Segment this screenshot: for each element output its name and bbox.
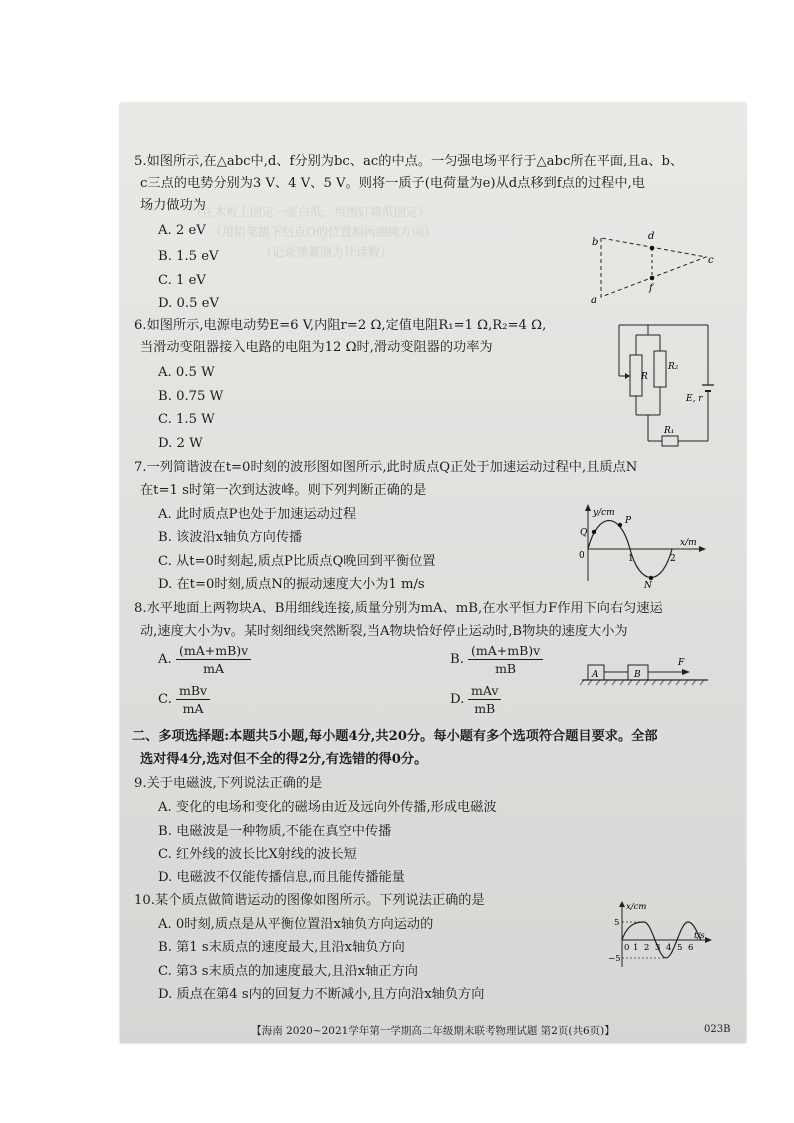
q8-stem-line1: 8.水平地面上两物块A、B用细线连接,质量分别为mA、mB,在水平恒力F作用下向右匀速运 [134, 601, 663, 616]
tick-5: 5 [677, 943, 683, 953]
slider-arrow-icon [625, 373, 630, 379]
q7-stem-line1: 7.一列简谐波在t=0时刻的波形图如图所示,此时质点Q正处于加速运动过程中,且质点N [134, 460, 638, 475]
q8-stem-line2: 动,速度大小为v。某时刻细线突然断裂,当A物块恰好停止运动时,B物块的速度大小为 [140, 624, 628, 639]
q6-circuit-figure [614, 321, 714, 449]
q10-option-d: D. 质点在第4 s内的回复力不断减小,且方向沿x轴负方向 [158, 987, 485, 1002]
q8-option-d-denominator: mB [474, 701, 496, 716]
q8-option-a-numerator: (mA+mB)v [176, 643, 251, 660]
bleed-through-text: （用铅笔描下结点O的位置和两细绳方向） [210, 225, 436, 239]
section2-heading-line2: 选对得4分,选对但不全的得2分,有选错的得0分。 [140, 752, 428, 767]
section2-heading-line1: 二、多项选择题:本题共5小题,每小题4分,共20分。每小题有多个选项符合题目要求。全部 [132, 729, 658, 744]
point-N [649, 576, 653, 580]
label-a: a [591, 295, 597, 306]
label-c: c [708, 255, 714, 266]
q8-option-a-fraction [176, 643, 251, 676]
q7-wave-graph [578, 501, 710, 591]
q8-option-d-numerator: mAv [468, 683, 501, 700]
q9-option-d: D. 电磁波不仅能传播信息,而且能传播能量 [158, 870, 405, 885]
t-axis-arrow-icon [705, 937, 712, 943]
label-R2: R₂ [668, 362, 679, 372]
q6-option-d: D. 2 W [158, 436, 203, 451]
y-axis-arrow-icon [619, 901, 625, 907]
label-d: d [648, 231, 655, 242]
t-axis-label: t/s [694, 931, 705, 941]
point-Q [592, 530, 596, 534]
q5-stem-line1: 5.如图所示,在△abc中,d、f分别为bc、ac的中点。一匀强电场平行于△abc所在平面,且a、b、 [134, 154, 684, 169]
label-P: P [625, 516, 632, 526]
q6-stem-line1: 6.如图所示,电源电动势E=6 V,内阻r=2 Ω,定值电阻R₁=1 Ω,R₂=4 Ω, [134, 318, 547, 333]
q8-option-c-label: C. [158, 692, 172, 707]
y-axis-label: x/cm [626, 902, 647, 912]
q7-option-a: A. 此时质点P也处于加速运动过程 [158, 507, 357, 522]
x-axis-arrow-icon [699, 546, 706, 552]
label-5: 5 [614, 918, 620, 928]
label-f: f [649, 283, 653, 294]
q9-option-a: A. 变化的电场和变化的磁场由近及远向外传播,形成电磁波 [158, 800, 497, 815]
q10-stem: 10.某个质点做简谐运动的图像如图所示。下列说法正确的是 [134, 893, 485, 908]
exam-page [120, 103, 746, 1043]
q6-stem-line2: 当滑动变阻器接入电路的电阻为12 Ω时,滑动变阻器的功率为 [140, 340, 493, 355]
q8-option-d-fraction [468, 683, 501, 716]
resistor-R1 [662, 436, 678, 446]
q5-option-b: B. 1.5 eV [158, 249, 219, 264]
label-N: N [644, 581, 652, 591]
tick-0: 0 [624, 943, 630, 953]
point-f [650, 276, 655, 281]
point-P [618, 523, 622, 527]
point-d [650, 246, 655, 251]
q9-stem: 9.关于电磁波,下列说法正确的是 [134, 776, 323, 791]
q5-stem-line2: c三点的电势分别为3 V、4 V、5 V。则将一质子(电荷量为e)从d点移到f点的过程中,电 [140, 176, 645, 191]
bleed-through-text: （记录弹簧测力计读数） [260, 245, 393, 259]
y-axis-arrow-icon [585, 504, 591, 511]
label-Q: Q [580, 528, 588, 538]
tick-3: 3 [655, 943, 661, 953]
q7-stem-line2: 在t=1 s时第一次到达波峰。则下列判断正确的是 [140, 483, 427, 498]
q10-option-c: C. 第3 s末质点的加速度最大,且沿x轴正方向 [158, 964, 418, 979]
q7-option-c: C. 从t=0时刻起,质点P比质点Q晚回到平衡位置 [158, 554, 436, 569]
label-minus5: −5 [608, 954, 621, 964]
footer-code: 023B [704, 1024, 731, 1035]
q8-blocks-figure [580, 653, 712, 687]
q9-option-c: C. 红外线的波长比X射线的波长短 [158, 847, 357, 862]
tick-2: 2 [670, 554, 676, 564]
label-R: R [641, 372, 648, 382]
q8-option-b-label: B. [450, 652, 464, 667]
q8-option-b-denominator: mB [495, 661, 517, 676]
tick-2: 2 [644, 943, 650, 953]
q6-option-b: B. 0.75 W [158, 389, 224, 404]
q7-option-d: D. 在t=0时刻,质点N的振动速度大小为1 m/s [158, 577, 425, 592]
x-axis-label: x/m [680, 538, 697, 548]
q9-option-b: B. 电磁波是一种物质,不能在真空中传播 [158, 824, 392, 839]
q5-option-a: A. 2 eV [158, 223, 206, 238]
label-b: b [592, 237, 599, 248]
label-Er: E, r [686, 394, 703, 404]
page-footer [120, 1023, 746, 1038]
q8-option-c-fraction [176, 683, 210, 716]
q6-option-a: A. 0.5 W [158, 365, 215, 380]
tick-6: 6 [688, 943, 694, 953]
q8-option-c-numerator: mBv [176, 683, 210, 700]
q8-option-a-label: A. [158, 652, 172, 667]
y-axis-label: y/cm [593, 508, 615, 518]
q5-stem-line3: 场力做功为 [140, 198, 206, 213]
footer-text: 【海南 2020~2021学年第一学期高二年级期末联考物理试题 第2页(共6页)】 [251, 1025, 615, 1037]
label-A: A [592, 670, 599, 680]
q8-option-b-fraction [468, 643, 543, 676]
label-B: B [634, 670, 641, 680]
q8-option-a-denominator: mA [203, 661, 225, 676]
ground-hatching [580, 680, 704, 685]
q10-option-b: B. 第1 s末质点的速度最大,且沿x轴负方向 [158, 940, 405, 955]
label-F: F [678, 658, 685, 668]
q8-option-c-denominator: mA [182, 701, 204, 716]
tick-1: 1 [633, 943, 639, 953]
q8-option-d-label: D. [450, 692, 465, 707]
q10-shm-graph [606, 899, 714, 969]
origin-label: 0 [579, 551, 585, 561]
tick-4: 4 [666, 943, 672, 953]
q6-option-c: C. 1.5 W [158, 412, 215, 427]
q5-option-c: C. 1 eV [158, 273, 206, 288]
q5-option-d: D. 0.5 eV [158, 296, 219, 311]
q10-option-a: A. 0时刻,质点是从平衡位置沿x轴负方向运动的 [158, 917, 434, 932]
q8-option-b-numerator: (mA+mB)v [468, 643, 543, 660]
tick-1: 1 [628, 554, 634, 564]
force-arrow-icon [682, 669, 690, 675]
bleed-through-text: （在木板上固定一张白纸，用图钉将纸固定） [190, 205, 431, 219]
label-R1: R₁ [664, 426, 675, 436]
resistor-R2 [654, 351, 666, 387]
q5-triangle-figure [588, 223, 718, 306]
q7-option-b: B. 该波沿x轴负方向传播 [158, 530, 303, 545]
